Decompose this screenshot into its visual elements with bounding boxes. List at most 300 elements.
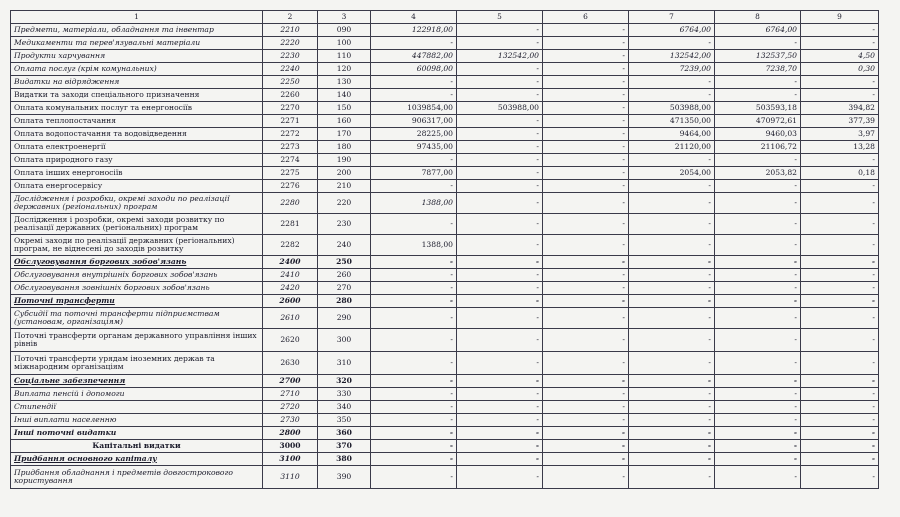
value-col-6: - — [543, 329, 629, 352]
value-col-6: - — [543, 50, 629, 63]
table-row — [11, 256, 879, 269]
value-col-6: - — [543, 76, 629, 89]
expenditure-code: 2270 — [263, 102, 318, 115]
table-row — [11, 375, 879, 388]
value-col-5: - — [457, 329, 543, 352]
line-code: 220 — [318, 193, 371, 214]
table-row — [11, 352, 879, 375]
value-col-6: - — [543, 214, 629, 235]
value-col-4: 7877,00 — [371, 167, 457, 180]
row-name: Стипендії — [11, 401, 263, 414]
value-col-7: - — [629, 154, 715, 167]
table-row — [11, 50, 879, 63]
row-name: Оплата інших енергоносіїв — [11, 167, 263, 180]
row-name: Видатки та заходи спеціального призначення — [11, 89, 263, 102]
value-col-7: 6764,00 — [629, 24, 715, 37]
table-row — [11, 269, 879, 282]
value-col-8: 9460,03 — [715, 128, 801, 141]
line-code: 330 — [318, 388, 371, 401]
line-code: 280 — [318, 295, 371, 308]
row-name: Оплата послуг (крім комунальних) — [11, 63, 263, 76]
value-col-7: 132542,00 — [629, 50, 715, 63]
value-col-7: 21120,00 — [629, 141, 715, 154]
value-col-9: - — [801, 282, 879, 295]
value-col-8: - — [715, 440, 801, 453]
value-col-7: - — [629, 89, 715, 102]
row-name: Інші поточні видатки — [11, 427, 263, 440]
value-col-7: - — [629, 76, 715, 89]
value-col-9: - — [801, 375, 879, 388]
value-col-9: - — [801, 352, 879, 375]
row-name: Обслуговування зовнішніх боргових зобов'язань — [11, 282, 263, 295]
value-col-8: - — [715, 37, 801, 50]
value-col-7: - — [629, 329, 715, 352]
table-body — [11, 11, 879, 489]
value-col-6: - — [543, 375, 629, 388]
table-row — [11, 427, 879, 440]
value-col-4: - — [371, 453, 457, 466]
value-col-8: - — [715, 154, 801, 167]
value-col-9: - — [801, 76, 879, 89]
value-col-6: - — [543, 63, 629, 76]
value-col-6: - — [543, 352, 629, 375]
value-col-5: - — [457, 256, 543, 269]
value-col-4: 60098,00 — [371, 63, 457, 76]
row-name: Окремі заходи по реалізації державних (регіональних) програм, не віднесені до заходів розвитку — [11, 235, 263, 256]
value-col-9: - — [801, 256, 879, 269]
table-row — [11, 167, 879, 180]
value-col-4: - — [371, 352, 457, 375]
table-row — [11, 154, 879, 167]
value-col-6: - — [543, 89, 629, 102]
value-col-7: 2054,00 — [629, 167, 715, 180]
expenditure-code: 2240 — [263, 63, 318, 76]
value-col-6: - — [543, 256, 629, 269]
table-row — [11, 235, 879, 256]
value-col-5: - — [457, 115, 543, 128]
value-col-6: - — [543, 427, 629, 440]
line-code: 170 — [318, 128, 371, 141]
value-col-9: 0,18 — [801, 167, 879, 180]
row-name-text: Поточні трансферти — [14, 295, 115, 305]
value-col-8: - — [715, 269, 801, 282]
expenditure-code: 2210 — [263, 24, 318, 37]
expenditure-code: 2630 — [263, 352, 318, 375]
value-col-4: - — [371, 308, 457, 329]
value-col-8: - — [715, 427, 801, 440]
value-col-9: - — [801, 414, 879, 427]
line-code: 290 — [318, 308, 371, 329]
expenditure-code: 2272 — [263, 128, 318, 141]
expenditure-code: 2610 — [263, 308, 318, 329]
value-col-4: - — [371, 401, 457, 414]
value-col-4: - — [371, 154, 457, 167]
value-col-8: - — [715, 193, 801, 214]
value-col-7: - — [629, 401, 715, 414]
value-col-4: 1039854,00 — [371, 102, 457, 115]
line-code: 140 — [318, 89, 371, 102]
value-col-4: 1388,00 — [371, 193, 457, 214]
line-code: 250 — [318, 256, 371, 269]
line-code: 120 — [318, 63, 371, 76]
value-col-7: 9464,00 — [629, 128, 715, 141]
value-col-4: - — [371, 414, 457, 427]
table-row — [11, 115, 879, 128]
value-col-4: 122918,00 — [371, 24, 457, 37]
line-code: 340 — [318, 401, 371, 414]
row-name — [11, 256, 263, 269]
value-col-4: - — [371, 295, 457, 308]
value-col-9: - — [801, 388, 879, 401]
row-name: Видатки на відрядження — [11, 76, 263, 89]
value-col-6: - — [543, 414, 629, 427]
value-col-8: - — [715, 352, 801, 375]
line-code: 380 — [318, 453, 371, 466]
value-col-8: - — [715, 401, 801, 414]
column-number: 1 — [11, 11, 263, 24]
line-code: 210 — [318, 180, 371, 193]
expenditure-code: 2700 — [263, 375, 318, 388]
value-col-6: - — [543, 141, 629, 154]
value-col-6: - — [543, 308, 629, 329]
expenditure-code: 2281 — [263, 214, 318, 235]
value-col-4: - — [371, 214, 457, 235]
value-col-9: 3,97 — [801, 128, 879, 141]
row-name: Придбання обладнання і предметів довгострокового користування — [11, 466, 263, 489]
row-name — [11, 375, 263, 388]
value-col-6: - — [543, 401, 629, 414]
table-row — [11, 453, 879, 466]
value-col-9: - — [801, 308, 879, 329]
table-row — [11, 388, 879, 401]
value-col-8: 2053,82 — [715, 167, 801, 180]
expenditure-code: 2274 — [263, 154, 318, 167]
expenditure-code: 2730 — [263, 414, 318, 427]
value-col-8: - — [715, 414, 801, 427]
value-col-7: - — [629, 295, 715, 308]
value-col-5: - — [457, 453, 543, 466]
expenditure-code: 2275 — [263, 167, 318, 180]
expenditure-code: 3100 — [263, 453, 318, 466]
value-col-7: - — [629, 388, 715, 401]
value-col-9: - — [801, 269, 879, 282]
value-col-5: - — [457, 401, 543, 414]
value-col-5: - — [457, 375, 543, 388]
value-col-4: - — [371, 256, 457, 269]
value-col-4: - — [371, 89, 457, 102]
table-row — [11, 214, 879, 235]
value-col-5: - — [457, 193, 543, 214]
value-col-5: - — [457, 414, 543, 427]
expenditure-code: 2800 — [263, 427, 318, 440]
value-col-6: - — [543, 388, 629, 401]
line-code: 110 — [318, 50, 371, 63]
value-col-6: - — [543, 193, 629, 214]
value-col-5: - — [457, 128, 543, 141]
value-col-5: - — [457, 141, 543, 154]
value-col-5: - — [457, 24, 543, 37]
value-col-6: - — [543, 180, 629, 193]
expenditure-code: 2620 — [263, 329, 318, 352]
value-col-9: - — [801, 180, 879, 193]
value-col-7: - — [629, 427, 715, 440]
value-col-6: - — [543, 269, 629, 282]
value-col-4: - — [371, 329, 457, 352]
row-name: Оплата енергосервісу — [11, 180, 263, 193]
table-row — [11, 308, 879, 329]
value-col-9: - — [801, 24, 879, 37]
table-row — [11, 89, 879, 102]
expenditure-code: 2250 — [263, 76, 318, 89]
value-col-4: 97435,00 — [371, 141, 457, 154]
value-col-5: - — [457, 214, 543, 235]
value-col-7: - — [629, 453, 715, 466]
row-name: Субсидії та поточні трансферти підприємствам (установам, організаціям) — [11, 308, 263, 329]
value-col-8: - — [715, 89, 801, 102]
row-name: Дослідження і розробки, окремі заходи по реалізації державних (регіональних) програм — [11, 193, 263, 214]
table-row — [11, 128, 879, 141]
column-number: 3 — [318, 11, 371, 24]
row-name: Предмети, матеріали, обладнання та інвентар — [11, 24, 263, 37]
table-row — [11, 180, 879, 193]
value-col-8: - — [715, 180, 801, 193]
line-code: 310 — [318, 352, 371, 375]
value-col-9: 394,82 — [801, 102, 879, 115]
value-col-5: - — [457, 37, 543, 50]
value-col-9: - — [801, 295, 879, 308]
value-col-5: - — [457, 352, 543, 375]
value-col-4: - — [371, 388, 457, 401]
value-col-9: - — [801, 193, 879, 214]
line-code: 150 — [318, 102, 371, 115]
row-name — [11, 453, 263, 466]
value-col-7: - — [629, 214, 715, 235]
value-col-5: 132542,00 — [457, 50, 543, 63]
value-col-7: - — [629, 440, 715, 453]
row-name: Інші виплати населенню — [11, 414, 263, 427]
value-col-8: - — [715, 235, 801, 256]
value-col-8: - — [715, 453, 801, 466]
line-code: 260 — [318, 269, 371, 282]
table-row — [11, 466, 879, 489]
value-col-4: - — [371, 282, 457, 295]
row-name — [11, 295, 263, 308]
value-col-5: - — [457, 180, 543, 193]
value-col-5: - — [457, 63, 543, 76]
expenditure-code: 2600 — [263, 295, 318, 308]
expenditure-code: 2282 — [263, 235, 318, 256]
value-col-6: - — [543, 24, 629, 37]
row-name-text: Придбання основного капіталу — [14, 453, 157, 463]
line-code: 390 — [318, 466, 371, 489]
value-col-4: - — [371, 440, 457, 453]
value-col-6: - — [543, 154, 629, 167]
table-row — [11, 282, 879, 295]
line-code: 180 — [318, 141, 371, 154]
table-row — [11, 141, 879, 154]
value-col-4: - — [371, 427, 457, 440]
value-col-9: - — [801, 440, 879, 453]
table-row — [11, 76, 879, 89]
row-name: Оплата водопостачання та водовідведення — [11, 128, 263, 141]
value-col-9: - — [801, 89, 879, 102]
value-col-5: - — [457, 235, 543, 256]
line-code: 160 — [318, 115, 371, 128]
value-col-4: 1388,00 — [371, 235, 457, 256]
value-col-7: - — [629, 352, 715, 375]
value-col-9: - — [801, 154, 879, 167]
line-code: 240 — [318, 235, 371, 256]
table-row — [11, 401, 879, 414]
line-code: 090 — [318, 24, 371, 37]
value-col-7: - — [629, 375, 715, 388]
value-col-4: 28225,00 — [371, 128, 457, 141]
expenditure-code: 2230 — [263, 50, 318, 63]
column-number: 9 — [801, 11, 879, 24]
expenditure-code: 2220 — [263, 37, 318, 50]
value-col-9: - — [801, 37, 879, 50]
column-number: 6 — [543, 11, 629, 24]
value-col-8: - — [715, 388, 801, 401]
value-col-5: - — [457, 388, 543, 401]
value-col-5: - — [457, 295, 543, 308]
line-code: 190 — [318, 154, 371, 167]
row-name: Оплата електроенергії — [11, 141, 263, 154]
expenditure-table — [10, 10, 879, 489]
value-col-6: - — [543, 235, 629, 256]
line-code: 350 — [318, 414, 371, 427]
column-number: 4 — [371, 11, 457, 24]
line-code: 270 — [318, 282, 371, 295]
expenditure-code: 2271 — [263, 115, 318, 128]
value-col-7: - — [629, 269, 715, 282]
value-col-7: - — [629, 308, 715, 329]
value-col-7: 471350,00 — [629, 115, 715, 128]
value-col-6: - — [543, 466, 629, 489]
value-col-9: - — [801, 401, 879, 414]
value-col-8: - — [715, 256, 801, 269]
column-number: 5 — [457, 11, 543, 24]
row-name: Дослідження і розробки, окремі заходи розвитку по реалізації державних (регіональних) програм — [11, 214, 263, 235]
value-col-6: - — [543, 102, 629, 115]
value-col-9: 13,28 — [801, 141, 879, 154]
value-col-9: 0,30 — [801, 63, 879, 76]
value-col-6: - — [543, 37, 629, 50]
column-number: 7 — [629, 11, 715, 24]
column-number: 2 — [263, 11, 318, 24]
row-name: Обслуговування внутрішніх боргових зобов'язань — [11, 269, 263, 282]
value-col-8: - — [715, 282, 801, 295]
expenditure-code: 3110 — [263, 466, 318, 489]
value-col-7: 7239,00 — [629, 63, 715, 76]
value-col-7: - — [629, 414, 715, 427]
value-col-9: 4,50 — [801, 50, 879, 63]
value-col-7: - — [629, 282, 715, 295]
line-code: 200 — [318, 167, 371, 180]
value-col-7: - — [629, 235, 715, 256]
column-number: 8 — [715, 11, 801, 24]
expenditure-code: 3000 — [263, 440, 318, 453]
value-col-8: 470972,61 — [715, 115, 801, 128]
row-name-text: Соціальне забезпечення — [14, 375, 126, 385]
expenditure-code: 2280 — [263, 193, 318, 214]
expenditure-code: 2260 — [263, 89, 318, 102]
column-number-row — [11, 11, 879, 24]
expenditure-code: 2400 — [263, 256, 318, 269]
line-code: 370 — [318, 440, 371, 453]
table-row — [11, 102, 879, 115]
value-col-4: - — [371, 37, 457, 50]
table-row — [11, 414, 879, 427]
line-code: 100 — [318, 37, 371, 50]
value-col-8: - — [715, 214, 801, 235]
table-row — [11, 440, 879, 453]
value-col-5: - — [457, 154, 543, 167]
value-col-5: - — [457, 440, 543, 453]
value-col-4: 906317,00 — [371, 115, 457, 128]
value-col-8: 7238,70 — [715, 63, 801, 76]
expenditure-code: 2420 — [263, 282, 318, 295]
table-row — [11, 295, 879, 308]
row-name: Медикаменти та перев'язувальні матеріали — [11, 37, 263, 50]
expenditure-code: 2276 — [263, 180, 318, 193]
table-row — [11, 63, 879, 76]
value-col-4: 447882,00 — [371, 50, 457, 63]
value-col-7: - — [629, 256, 715, 269]
value-col-4: - — [371, 180, 457, 193]
value-col-9: 377,39 — [801, 115, 879, 128]
expenditure-code: 2273 — [263, 141, 318, 154]
row-name: Оплата теплопостачання — [11, 115, 263, 128]
value-col-8: 21106,72 — [715, 141, 801, 154]
value-col-9: - — [801, 453, 879, 466]
value-col-9: - — [801, 466, 879, 489]
value-col-6: - — [543, 128, 629, 141]
row-name: Поточні трансферти органам державного управління інших рівнів — [11, 329, 263, 352]
line-code: 230 — [318, 214, 371, 235]
table-row — [11, 329, 879, 352]
value-col-5: - — [457, 308, 543, 329]
value-col-7: - — [629, 37, 715, 50]
value-col-7: - — [629, 466, 715, 489]
value-col-5: 503988,00 — [457, 102, 543, 115]
row-name: Оплата комунальних послуг та енергоносіїв — [11, 102, 263, 115]
line-code: 360 — [318, 427, 371, 440]
value-col-5: - — [457, 466, 543, 489]
value-col-8: - — [715, 76, 801, 89]
expenditure-code: 2410 — [263, 269, 318, 282]
value-col-8: - — [715, 295, 801, 308]
value-col-8: - — [715, 375, 801, 388]
value-col-4: - — [371, 375, 457, 388]
line-code: 130 — [318, 76, 371, 89]
value-col-8: 132537,50 — [715, 50, 801, 63]
value-col-8: 6764,00 — [715, 24, 801, 37]
value-col-4: - — [371, 269, 457, 282]
row-name: Виплата пенсій і допомоги — [11, 388, 263, 401]
value-col-6: - — [543, 282, 629, 295]
value-col-5: - — [457, 167, 543, 180]
value-col-6: - — [543, 295, 629, 308]
table-row — [11, 24, 879, 37]
value-col-8: 503593,18 — [715, 102, 801, 115]
value-col-5: - — [457, 282, 543, 295]
value-col-5: - — [457, 89, 543, 102]
line-code: 320 — [318, 375, 371, 388]
expenditure-code: 2720 — [263, 401, 318, 414]
value-col-6: - — [543, 115, 629, 128]
row-name: Продукти харчування — [11, 50, 263, 63]
